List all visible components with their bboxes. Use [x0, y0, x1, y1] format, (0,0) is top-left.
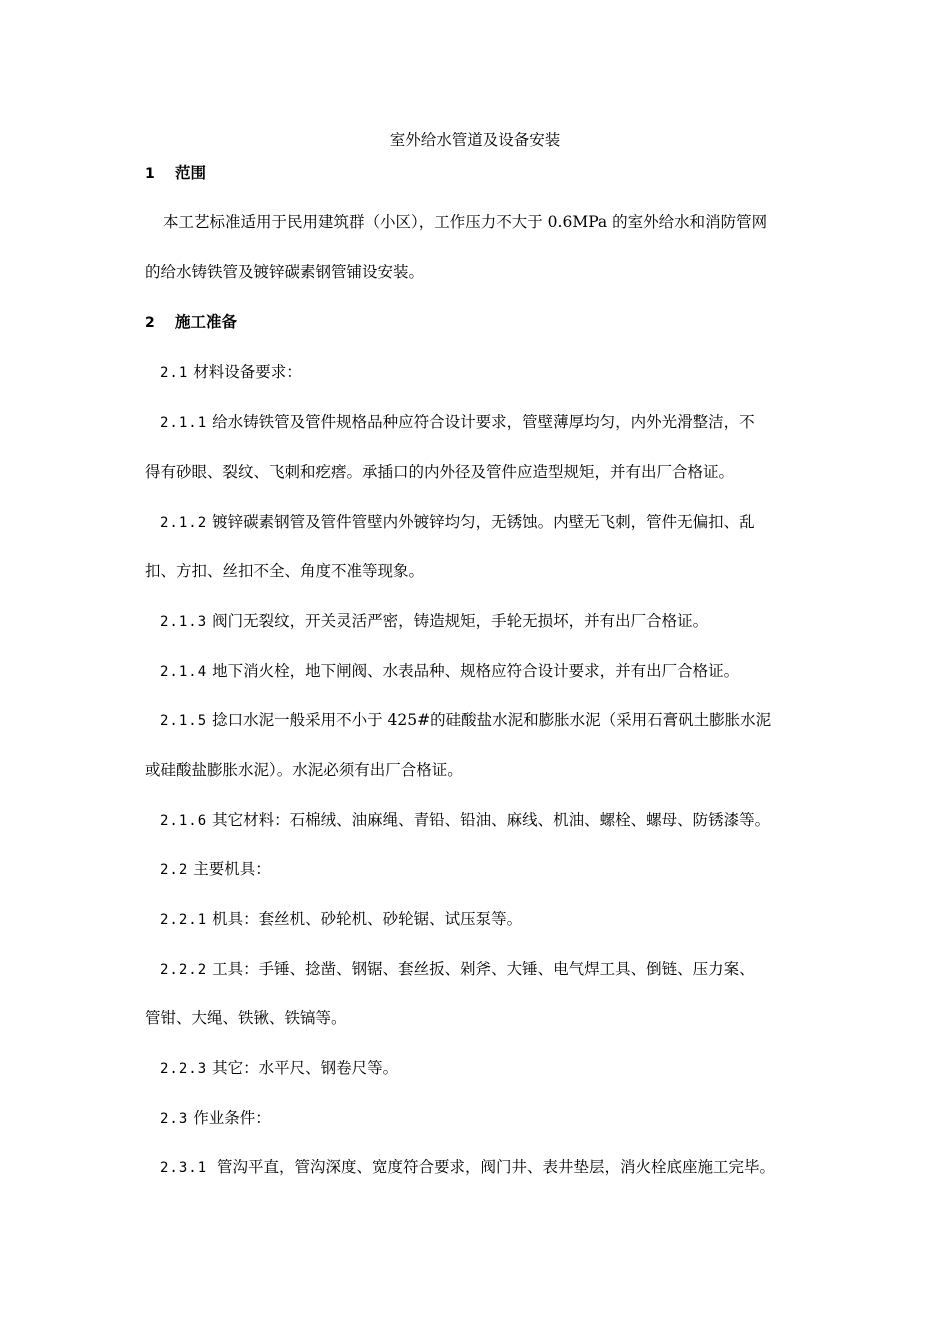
item-text: 机具：套丝机、砂轮机、砂轮锯、试压泵等。: [212, 910, 523, 928]
item-number: 2.1: [160, 365, 189, 381]
item-text: 地下消火栓，地下闸阀、水表品种、规格应符合设计要求，并有出厂合格证。: [212, 662, 740, 680]
item-number: 2.1.1: [160, 415, 208, 431]
item-continuation: 管钳、大绳、铁锹、铁镐等。: [145, 1009, 347, 1027]
item-continuation: 或硅酸盐膨胀水泥）。水泥必须有出厂合格证。: [145, 761, 463, 779]
item-number: 2.1.4: [160, 664, 208, 680]
item-number: 2.3: [160, 1111, 189, 1127]
item-number: 2.1.3: [160, 614, 208, 630]
item-text: 其它材料：石棉绒、油麻绳、青铅、铅油、麻线、机油、螺栓、螺母、防锈漆等。: [212, 811, 771, 829]
item-number: 2.1.5: [160, 713, 208, 729]
section-title: 范围: [175, 163, 207, 182]
section-heading: [145, 312, 237, 333]
list-item: [160, 412, 755, 433]
list-item: [160, 710, 771, 731]
list-item: [160, 909, 522, 930]
item-number: 2.1.6: [160, 813, 208, 829]
item-text: 作业条件：: [193, 1109, 271, 1127]
item-text: 给水铸铁管及管件规格品种应符合设计要求，管壁薄厚均匀，内外光滑整洁，不: [212, 413, 755, 431]
list-item: [160, 859, 271, 880]
item-text: 其它：水平尺、钢卷尺等。: [212, 1059, 399, 1077]
list-item: [160, 661, 739, 682]
list-item: [160, 611, 708, 632]
item-number: 2.3.1: [160, 1160, 208, 1176]
list-item: [160, 1108, 271, 1129]
paragraph-line: 的给水铸铁管及镀锌碳素钢管铺设安装。: [145, 263, 425, 281]
item-number: 2.2.3: [160, 1061, 208, 1077]
item-text: 主要机具：: [193, 860, 271, 878]
item-text: 材料设备要求：: [193, 363, 302, 381]
item-text: 管沟平直，管沟深度、宽度符合要求，阀门井、表井垫层，消火栓底座施工完毕。: [212, 1158, 776, 1176]
item-number: 2.2.1: [160, 912, 208, 928]
list-item: [160, 959, 755, 980]
list-item: [160, 810, 770, 831]
list-item: [160, 512, 755, 533]
item-continuation: 得有砂眼、裂纹、飞刺和疙瘩。承插口的内外径及管件应造型规矩，并有出厂合格证。: [145, 463, 735, 481]
section-number: 1: [145, 166, 155, 182]
section-number: 2: [145, 315, 155, 331]
section-title: 施工准备: [175, 312, 238, 331]
item-number: 2.2.2: [160, 962, 208, 978]
item-text: 捻口水泥一般采用不小于 425#的硅酸盐水泥和膨胀水泥（采用石膏矾土膨胀水泥: [212, 711, 772, 729]
item-text: 工具：手锤、捻凿、钢锯、套丝扳、剁斧、大锤、电气焊工具、倒链、压力案、: [212, 960, 755, 978]
document-title: 室外给水管道及设备安装: [389, 131, 561, 149]
item-text: 阀门无裂纹，开关灵活严密，铸造规矩，手轮无损坏，并有出厂合格证。: [212, 612, 709, 630]
paragraph-line: 本工艺标准适用于民用建筑群（小区），工作压力不大于 0.6MPa 的室外给水和消防管网: [163, 213, 768, 231]
item-number: 2.1.2: [160, 515, 208, 531]
item-continuation: 扣、方扣、丝扣不全、角度不准等现象。: [145, 562, 425, 580]
list-item: [160, 362, 302, 383]
section-heading: [145, 163, 206, 184]
item-text: 镀锌碳素钢管及管件管壁内外镀锌均匀，无锈蚀。内壁无飞刺，管件无偏扣、乱: [212, 513, 755, 531]
list-item: [160, 1058, 398, 1079]
item-number: 2.2: [160, 862, 189, 878]
list-item: [160, 1157, 775, 1178]
